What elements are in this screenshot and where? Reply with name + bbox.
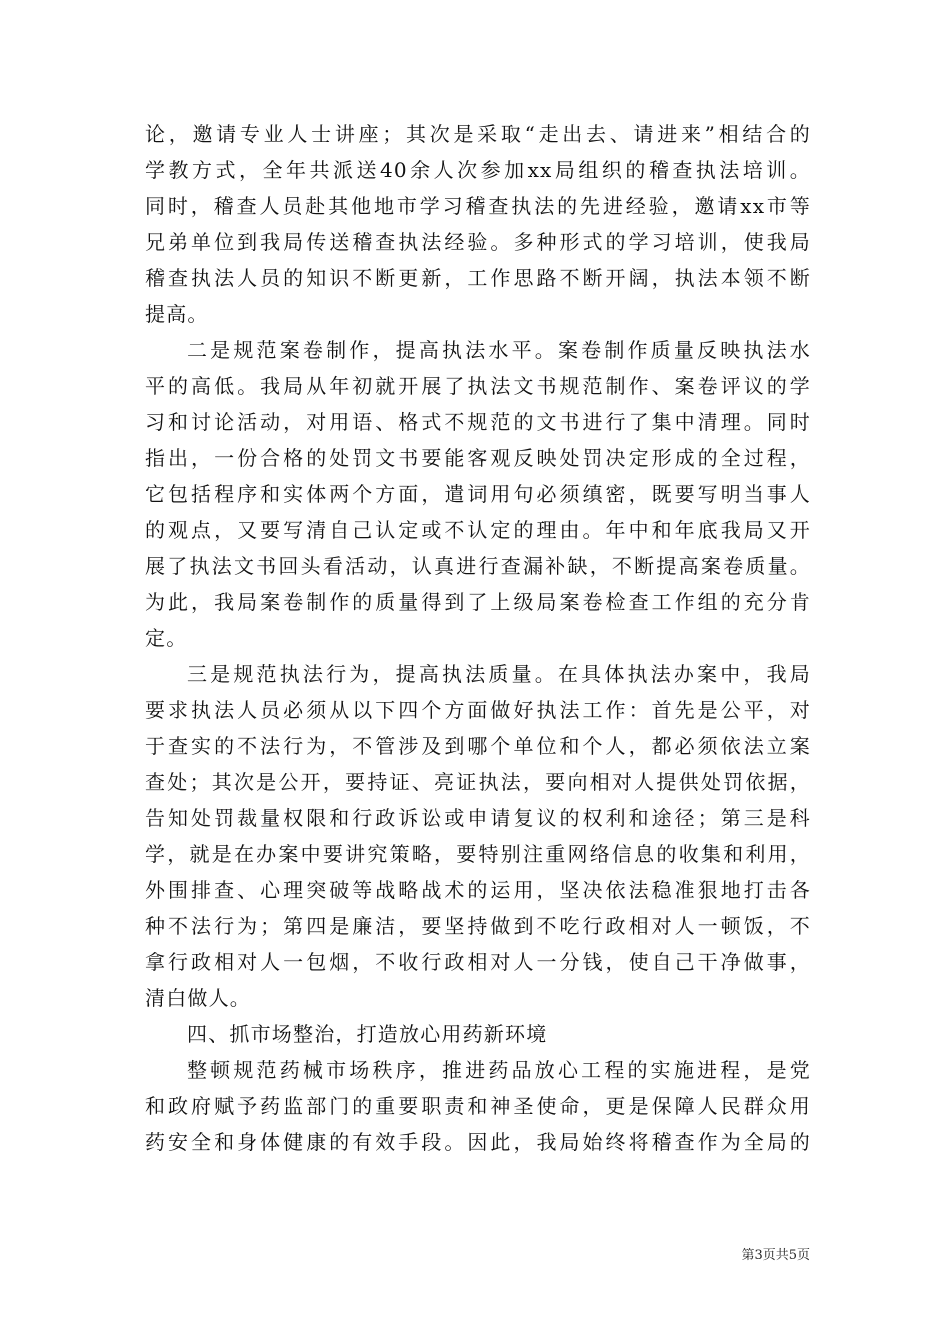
paragraph-start-line: 整顿规范药械市场秩序，推进药品放心工程的实施进程，是党 bbox=[187, 1058, 811, 1082]
text-line: 同时，稽查人员赴其他地市学习稽查执法的先进经验，邀请xx市等 bbox=[145, 194, 811, 218]
text-line: 查处；其次是公开，要持证、亮证执法，要向相对人提供处罚依据， bbox=[145, 770, 811, 794]
text-line: 指出，一份合格的处罚文书要能客观反映处罚决定形成的全过程， bbox=[145, 446, 811, 470]
text-line: 提高。 bbox=[145, 302, 209, 326]
text-line: 学，就是在办案中要讲究策略，要特别注重网络信息的收集和利用， bbox=[145, 842, 811, 866]
text-line: 告知处罚裁量权限和行政诉讼或申请复议的权利和途径；第三是科 bbox=[145, 806, 811, 830]
text-line: 平的高低。我局从年初就开展了执法文书规范制作、案卷评议的学 bbox=[145, 374, 811, 398]
text-line: 和政府赋予药监部门的重要职责和神圣使命，更是保障人民群众用 bbox=[145, 1094, 811, 1118]
paragraph-start-line: 二是规范案卷制作，提高执法水平。案卷制作质量反映执法水 bbox=[187, 338, 811, 362]
text-line: 兄弟单位到我局传送稽查执法经验。多种形式的学习培训，使我局 bbox=[145, 230, 811, 254]
paragraph-start-line: 三是规范执法行为，提高执法质量。在具体执法办案中，我局 bbox=[187, 662, 811, 686]
text-line: 定。 bbox=[145, 626, 188, 650]
text-line: 药安全和身体健康的有效手段。因此，我局始终将稽查作为全局的 bbox=[145, 1130, 811, 1154]
text-line: 习和讨论活动，对用语、格式不规范的文书进行了集中清理。同时 bbox=[145, 410, 811, 434]
text-line: 种不法行为；第四是廉洁，要坚持做到不吃行政相对人一顿饭，不 bbox=[145, 914, 811, 938]
text-line: 论，邀请专业人士讲座；其次是采取“走出去、请进来”相结合的 bbox=[145, 122, 811, 146]
text-line: 拿行政相对人一包烟，不收行政相对人一分钱，使自己干净做事， bbox=[145, 950, 811, 974]
text-line: 它包括程序和实体两个方面，遣词用句必须缜密，既要写明当事人 bbox=[145, 482, 811, 506]
text-line: 的观点，又要写清自己认定或不认定的理由。年中和年底我局又开 bbox=[145, 518, 811, 542]
text-line: 清白做人。 bbox=[145, 986, 251, 1010]
text-line: 于查实的不法行为，不管涉及到哪个单位和个人，都必须依法立案 bbox=[145, 734, 811, 758]
text-line: 外围排查、心理突破等战略战术的运用，坚决依法稳准狠地打击各 bbox=[145, 878, 811, 902]
section-heading: 四、抓市场整治，打造放心用药新环境 bbox=[187, 1022, 548, 1046]
text-line: 要求执法人员必须从以下四个方面做好执法工作：首先是公平，对 bbox=[145, 698, 811, 722]
text-line: 为此，我局案卷制作的质量得到了上级局案卷检查工作组的充分肯 bbox=[145, 590, 811, 614]
document-body bbox=[145, 116, 811, 1160]
text-line: 学教方式，全年共派送40余人次参加xx局组织的稽查执法培训。 bbox=[145, 158, 811, 182]
text-line: 稽查执法人员的知识不断更新，工作思路不断开阔，执法本领不断 bbox=[145, 266, 811, 290]
text-line: 展了执法文书回头看活动，认真进行查漏补缺，不断提高案卷质量。 bbox=[145, 554, 811, 578]
page-number-footer: 第3页共5页 bbox=[741, 1248, 810, 1263]
